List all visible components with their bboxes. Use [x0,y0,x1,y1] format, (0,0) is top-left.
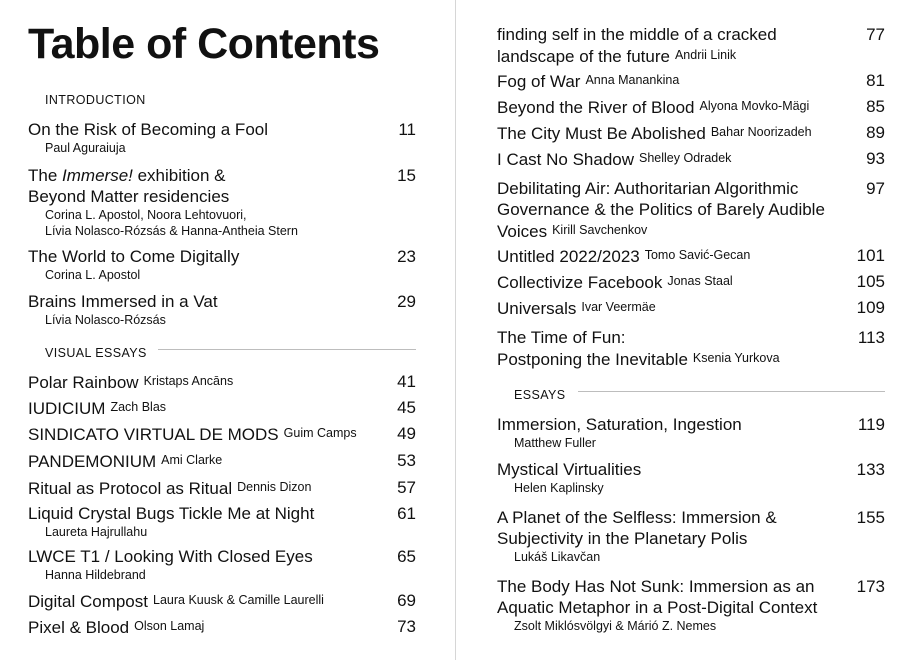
entry-title: Mystical Virtualities [497,460,642,479]
entry-author: Andrii Linik [674,48,737,62]
entry-page: 113 [857,328,885,347]
toc-entry[interactable] [28,119,416,156]
toc-entry[interactable] [497,414,885,451]
toc-entry[interactable] [28,423,416,445]
entry-author: Ami Clarke [161,453,223,467]
entry-title-emphasis: Immerse! [62,166,133,185]
entry-title: The City Must Be Abolished [497,124,706,143]
entry-page: 23 [397,247,416,266]
entry-page: 45 [397,398,416,417]
entry-author: Jonas Staal [667,274,733,288]
entry-author: Lívia Nolasco-Rózsás [45,313,166,327]
entry-author: Paul Aguraiuja [45,141,126,155]
entry-title-line2: Subjectivity in the Planetary Polis [497,529,748,548]
toc-entry[interactable] [28,397,416,419]
entry-page: 61 [397,504,416,523]
page-gutter [455,0,456,660]
entry-page: 109 [856,298,885,317]
entry-page: 29 [397,292,416,311]
entry-title: The World to Come Digitally [28,247,240,266]
entry-title-line2: Aquatic Metaphor in a Post-Digital Context [497,598,818,617]
entry-title: Fog of War [497,72,581,91]
entry-title: IUDICIUM [28,399,106,418]
entry-page: 69 [397,591,416,610]
entry-page: 11 [398,120,416,139]
entry-title: Collectivize Facebook [497,273,663,292]
entry-page: 133 [856,460,885,479]
toc-entry[interactable] [28,503,416,540]
entry-author-line2: Lívia Nolasco-Rózsás & Hanna-Antheia Stern [45,224,298,238]
toc-entry[interactable] [28,477,416,499]
toc-entry[interactable] [497,507,885,565]
entry-page: 89 [866,123,885,142]
toc-entry[interactable] [497,148,885,170]
section-visual-essays: VISUAL ESSAYS [45,346,147,360]
toc-entry[interactable] [28,246,416,283]
entry-author: Hanna Hildebrand [45,568,146,582]
entry-author: Helen Kaplinsky [514,481,604,495]
entry-author: Laureta Hajrullahu [45,525,148,539]
toc-entry[interactable] [497,96,885,118]
entry-page: 41 [397,372,416,391]
section-rule [158,349,416,350]
entry-page: 81 [866,71,885,90]
entry-title: A Planet of the Selfless: Immersion & [497,508,777,527]
entry-title: Polar Rainbow [28,373,139,392]
entry-author: Ksenia Yurkova [692,351,780,365]
entry-author: Matthew Fuller [514,436,596,450]
entry-title-line2: landscape of the future [497,47,670,66]
toc-entry[interactable] [28,165,416,239]
entry-author: Guim Camps [283,426,357,440]
entry-page: 101 [856,246,885,265]
entry-title: The Body Has Not Sunk: Immersion as an [497,577,815,596]
section-rule [578,391,885,392]
entry-title: Liquid Crystal Bugs Tickle Me at Night [28,504,315,523]
entry-page: 155 [856,508,885,527]
entry-page: 173 [856,577,885,596]
entry-title: Pixel & Blood [28,618,130,637]
entry-author: Dennis Dizon [237,480,312,494]
toc-entry[interactable] [497,576,885,634]
entry-author: Zach Blas [110,400,167,414]
entry-title-line2: Postponing the Inevitable [497,350,688,369]
toc-entry[interactable] [497,459,885,496]
entry-title: PANDEMONIUM [28,452,157,471]
entry-page: 65 [397,547,416,566]
entry-page: 93 [866,149,885,168]
entry-title: Debilitating Air: Authoritarian Algorithmic [497,179,799,198]
entry-author: Anna Manankina [585,73,680,87]
entry-title: Ritual as Protocol as Ritual [28,479,233,498]
entry-page: 73 [397,617,416,636]
entry-author: Tomo Savić-Gecan [644,248,751,262]
entry-title: On the Risk of Becoming a Fool [28,120,269,139]
entry-page: 53 [397,451,416,470]
toc-entry[interactable] [497,178,885,242]
entry-page: 15 [397,166,416,185]
toc-entry[interactable] [28,291,416,328]
entry-author: Laura Kuusk & Camille Laurelli [153,593,324,607]
toc-entry[interactable] [497,70,885,92]
toc-entry[interactable] [28,371,416,393]
entry-title: LWCE T1 / Looking With Closed Eyes [28,547,313,566]
entry-author: Corina L. Apostol [45,268,141,282]
entry-author: Kristaps Ancāns [143,374,234,388]
entry-title: finding self in the middle of a cracked [497,25,777,44]
toc-entry[interactable] [497,24,885,67]
entry-author: Corina L. Apostol, Noora Lehtovuori, [45,208,247,222]
entry-author: Olson Lamaj [134,619,205,633]
entry-title: Brains Immersed in a Vat [28,292,218,311]
entry-title: Immersion, Saturation, Ingestion [497,415,742,434]
entry-author: Ivar Veermäe [581,300,656,314]
entry-title: SINDICATO VIRTUAL DE MODS [28,425,279,444]
entry-title: Untitled 2022/2023 [497,247,640,266]
toc-entry[interactable] [497,122,885,144]
toc-entry[interactable] [497,271,885,293]
toc-entry[interactable] [28,616,416,638]
entry-title-line2: Governance & the Politics of Barely Audible [497,200,825,219]
entry-title: Universals [497,299,577,318]
entry-page: 77 [866,25,885,44]
entry-title-line3: Voices [497,222,548,241]
entry-author: Shelley Odradek [639,151,732,165]
page-title: Table of Contents [28,20,380,68]
entry-author: Kirill Savchenkov [552,223,648,237]
toc-entry[interactable] [28,546,416,583]
entry-author: Zsolt Miklósvölgyi & Márió Z. Nemes [514,619,717,633]
toc-entry[interactable] [497,297,885,319]
section-essays: ESSAYS [514,388,566,402]
entry-page: 57 [397,478,416,497]
entry-title-pre: The [28,166,63,185]
toc-entry[interactable] [497,245,885,267]
entry-title: I Cast No Shadow [497,150,635,169]
entry-title: The Time of Fun: [497,328,626,347]
entry-page: 85 [866,97,885,116]
entry-author: Bahar Noorizadeh [710,125,812,139]
entry-page: 97 [866,179,885,198]
entry-title: Digital Compost [28,592,148,611]
entry-page: 119 [857,415,885,434]
entry-title-post: exhibition & [132,166,226,185]
toc-entry[interactable] [28,450,416,472]
entry-title-line2: Beyond Matter residencies [28,187,230,206]
entry-title: Beyond the River of Blood [497,98,695,117]
entry-page: 105 [856,272,885,291]
toc-entry[interactable] [28,590,416,612]
entry-page: 49 [397,424,416,443]
entry-author: Lukáš Likavčan [514,550,601,564]
entry-author: Alyona Movko-Mägi [699,99,810,113]
toc-entry[interactable] [497,327,885,370]
section-introduction: INTRODUCTION [45,93,146,107]
